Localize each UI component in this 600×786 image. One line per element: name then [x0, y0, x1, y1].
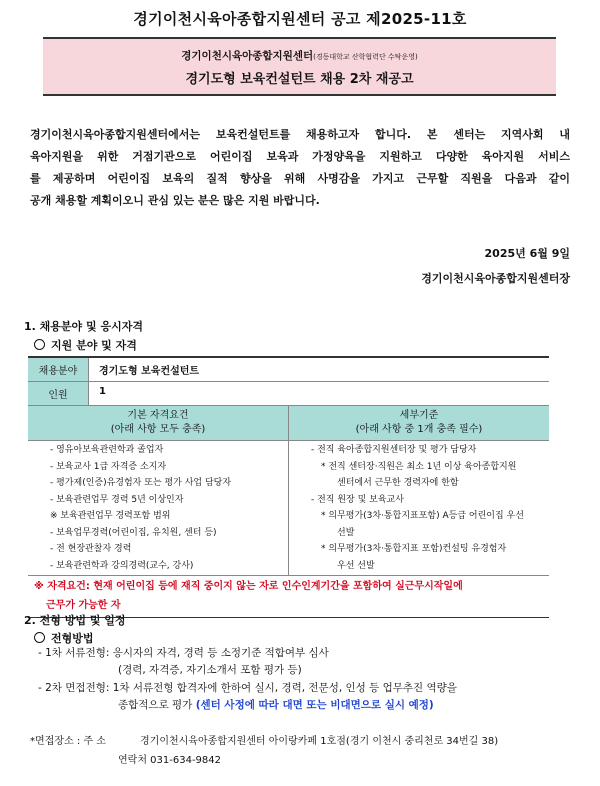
intro-paragraph [30, 124, 570, 212]
venue-address: 경기이천시육아종합지원센터 아이랑카페 1호점(경기 이천시 중리천로 34번길 38) [140, 736, 499, 747]
count-label: 인원 [28, 382, 89, 405]
list-item: - 보육관련업무 경력 5년 이상인자 [50, 494, 184, 505]
criteria-header-row [28, 406, 549, 441]
list-item: - 보육관련학과 강의경력(교수, 강사) [50, 560, 194, 571]
count-value: 1 [99, 386, 106, 397]
step2-text: 종합적으로 평가 [118, 699, 193, 711]
circle-bullet-icon [34, 632, 45, 643]
step2-line-a: - 2차 면접전형: 1차 서류전형 합격자에 한하여 실시, 경력, 전문성, 인성 등 업무추진 역량을 [38, 682, 457, 694]
list-item: 센터에서 근무한 경력자에 한함 [337, 478, 459, 488]
section2-title: 2. 전형 방법 및 일정 [24, 614, 126, 627]
field-label: 채용분야 [28, 358, 89, 381]
list-item: - 보육업무경력(어린이집, 유치원, 센터 등) [50, 527, 217, 538]
detail-criteria-list [288, 441, 549, 575]
center-name-line [43, 48, 556, 63]
section1-subtitle [34, 337, 137, 353]
intro-line: 를 제공하며 어린이집 보육의 질적 향상을 위해 사명감을 가지고 근무할 직원을 다음과 같이 [30, 172, 570, 185]
warning-line: ※ 자격요건: 현재 어린이집 등에 재직 중이지 않는 자로 인수인계기간을 포함하여 실근무시작일에 [34, 581, 463, 592]
count-row [28, 382, 549, 406]
contact-number: 연락처 031-634-9842 [118, 755, 221, 766]
qualification-table [28, 356, 549, 618]
section1-subtitle-text: 지원 분야 및 자격 [51, 339, 137, 352]
announcement-date: 2025년 6월 9일 [484, 247, 570, 260]
intro-line: 육아지원을 위한 거점기관으로 어린이집 보육과 가정양육을 지원하고 다양한 육아지원 서비스 [30, 150, 570, 163]
basic-header-title: 기본 자격요건 [127, 410, 189, 421]
basic-header-note: (아래 사항 모두 충족) [110, 424, 206, 435]
venue-label: *면접장소 : 주 소 [30, 736, 106, 747]
field-row [28, 358, 549, 382]
intro-line: 경기이천시육아종합지원센터에서는 보육컨설턴트를 채용하고자 합니다. 본 센터는 지역사회 내 [30, 128, 570, 141]
list-item: - 전직 육아종합지원센터장 및 평가 담당자 [311, 445, 477, 455]
recruit-title: 경기도형 보육컨설턴트 채용 2차 재공고 [185, 72, 414, 87]
recruit-title-box [43, 37, 556, 96]
basic-criteria-list [28, 441, 288, 575]
list-item: - 보육교사 1급 자격증 소지자 [50, 461, 167, 472]
list-item: - 전직 원장 및 보육교사 [311, 494, 404, 505]
warning-line: 근무가 가능한 자 [46, 600, 121, 611]
section2-subtitle [34, 630, 94, 646]
detail-criteria-header [288, 406, 549, 440]
list-item: 선발 [337, 527, 355, 538]
step2-note: (센터 사정에 따라 대면 또는 비대면으로 실시 예정) [195, 699, 434, 711]
section2-subtitle-text: 전형방법 [51, 632, 94, 645]
list-item: * 의무평가(3차·통합지표포함) A등급 어린이집 우선 [321, 511, 524, 521]
list-item: - 평가제(인증)유경험자 또는 평가 사업 담당자 [50, 478, 232, 488]
list-item: * 의무평가(3차·통합지표 포함)컨설팅 유경험자 [321, 544, 507, 554]
list-item: - 영유아보육관련학과 졸업자 [50, 445, 164, 455]
field-value: 경기도형 보육컨설턴트 [99, 366, 200, 377]
step1-line-a: - 1차 서류전형: 응시자의 자격, 경력 등 소정기준 적합여부 심사 [38, 647, 329, 659]
list-item: * 전직 센터장·직원은 최소 1년 이상 육아종합지원 [321, 461, 517, 472]
center-name: 경기이천시육아종합지원센터 [181, 50, 314, 62]
basic-criteria-header [28, 406, 288, 440]
notice-title: 경기이천시육아종합지원센터 공고 제2025-11호 [133, 10, 467, 28]
circle-bullet-icon [34, 339, 45, 350]
criteria-body-row [28, 441, 549, 575]
step1-line-b: (경력, 자격증, 자기소개서 포함 평가 등) [118, 664, 302, 676]
organization-head: 경기이천시육아종합지원센터장 [421, 272, 570, 285]
list-item: ※ 보육관련업무 경력포함 범위 [50, 511, 171, 521]
list-item: 우선 선발 [337, 560, 375, 571]
detail-header-note: (아래 사항 중 1개 충족 필수) [355, 424, 483, 435]
list-item: - 전 현장관찰자 경력 [50, 544, 132, 554]
center-note: (경동대학교 산학협력단 수탁운영) [313, 53, 418, 61]
intro-line: 공개 채용할 계획이오니 관심 있는 분은 많은 지원 바랍니다. [30, 194, 320, 207]
step2-line-b [118, 697, 434, 714]
section1-title: 1. 채용분야 및 응시자격 [24, 320, 143, 333]
detail-header-title: 세부기준 [399, 410, 439, 421]
